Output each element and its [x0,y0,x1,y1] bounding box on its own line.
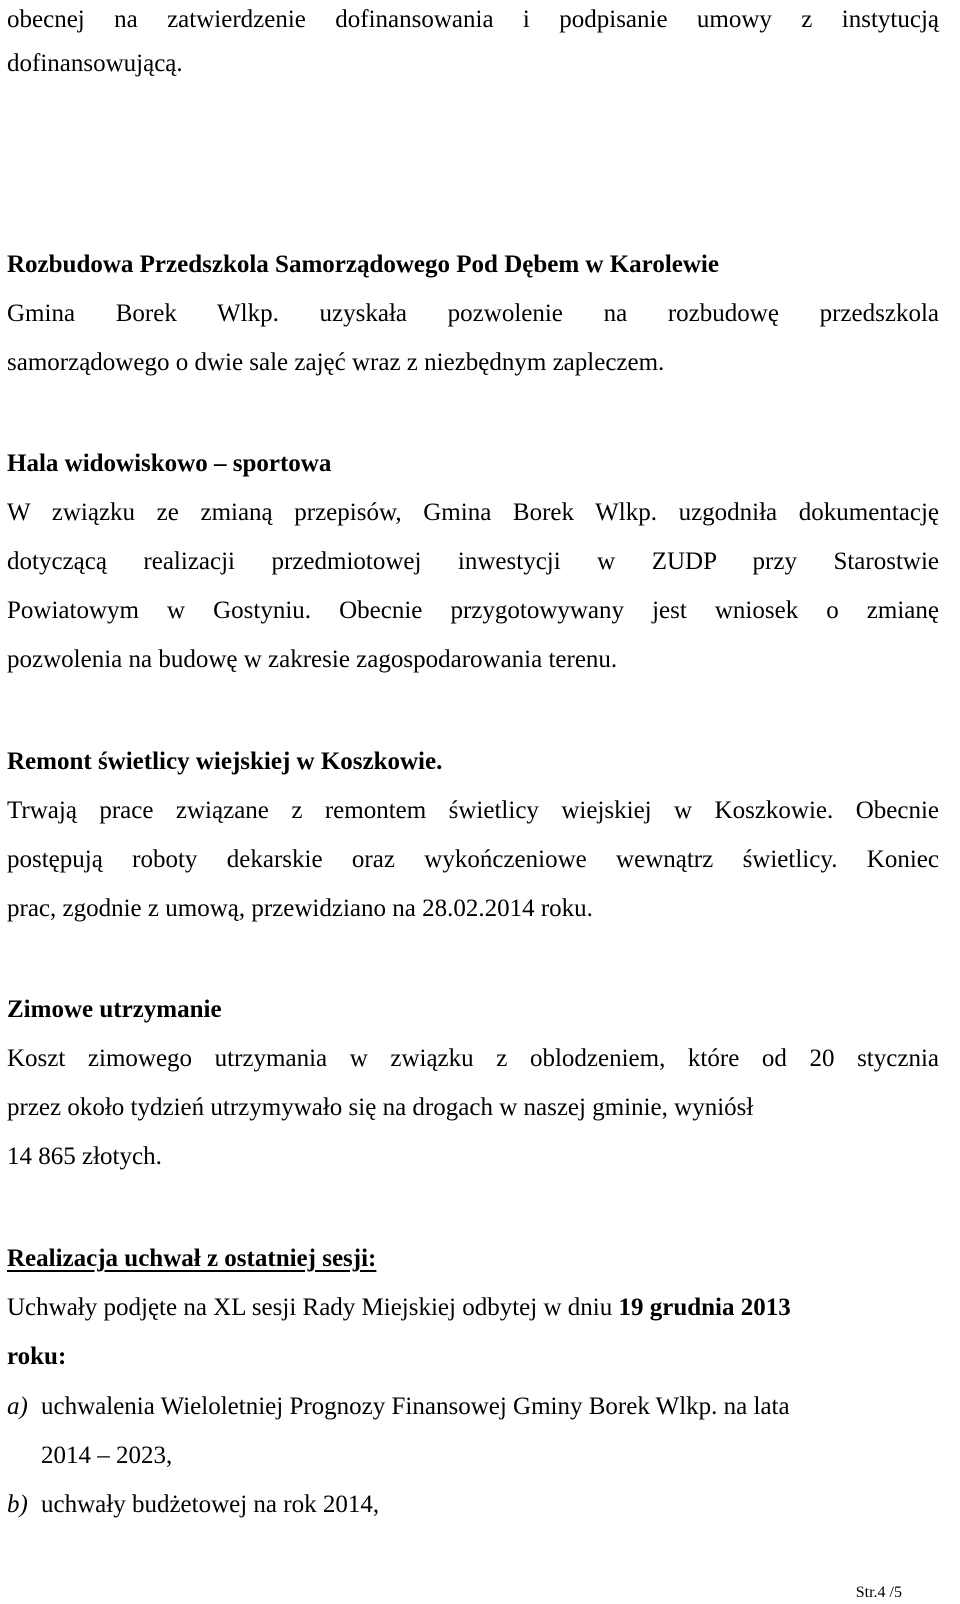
list-marker: b) [7,1491,28,1518]
hala-line-4: pozwolenia na budowę w zakresie zagospodarowania terenu. [7,646,618,673]
uchwaly-intro [7,1290,939,1326]
przedszkole-line-1: Gmina Borek Wlkp. uzyskała pozwolenie na rozbudowę przedszkola [7,300,939,327]
heading-swietlica: Remont świetlicy wiejskiej w Koszkowie. [7,748,443,775]
page-number: Str.4 /5 [855,1584,902,1601]
list-marker: a) [7,1393,28,1420]
swietlica-line-1: Trwają prace związane z remontem świetlicy wiejskiej w Koszkowie. Obecnie [7,797,939,824]
hala-line-2: dotyczącą realizacji przedmiotowej inwestycji w ZUDP przy Starostwie [7,548,939,575]
intro-line-2: dofinansowującą. [7,50,183,77]
swietlica-line-2: postępują roboty dekarskie oraz wykończeniowe wewnątrz świetlicy. Koniec [7,846,939,873]
list-item-text-cont: 2014 – 2023, [41,1442,173,1469]
list-item-text: uchwały budżetowej na rok 2014, [41,1491,380,1518]
swietlica-line-3: prac, zgodnie z umową, przewidziano na 28.02.2014 roku. [7,895,593,922]
zimowe-line-2: przez około tydzień utrzymywało się na drogach w naszej gminie, wyniósł [7,1094,754,1121]
przedszkole-line-2: samorządowego o dwie sale zajęć wraz z niezbędnym zapleczem. [7,349,665,376]
heading-hala: Hala widowiskowo – sportowa [7,450,332,477]
heading-uchwaly: Realizacja uchwał z ostatniej sesji: [7,1245,377,1272]
uchwaly-intro-end: roku: [7,1343,67,1370]
zimowe-line-1: Koszt zimowego utrzymania w związku z oblodzeniem, które od 20 stycznia [7,1045,939,1072]
list-item-text: uchwalenia Wieloletniej Prognozy Finansowej Gminy Borek Wlkp. na lata [41,1393,790,1420]
hala-line-1: W związku ze zmianą przepisów, Gmina Borek Wlkp. uzgodniła dokumentację [7,499,939,526]
uchwaly-intro-date: 19 grudnia 2013 [618,1294,791,1321]
hala-line-3: Powiatowym w Gostyniu. Obecnie przygotowywany jest wniosek o zmianę [7,597,939,624]
heading-zimowe: Zimowe utrzymanie [7,996,222,1023]
uchwaly-intro-text: Uchwały podjęte na XL sesji Rady Miejskiej odbytej w dniu [7,1294,619,1321]
heading-przedszkole: Rozbudowa Przedszkola Samorządowego Pod Dębem w Karolewie [7,251,719,278]
zimowe-line-3: 14 865 złotych. [7,1143,162,1170]
intro-line-1: obecnej na zatwierdzenie dofinansowania i podpisanie umowy z instytucją [7,6,939,33]
